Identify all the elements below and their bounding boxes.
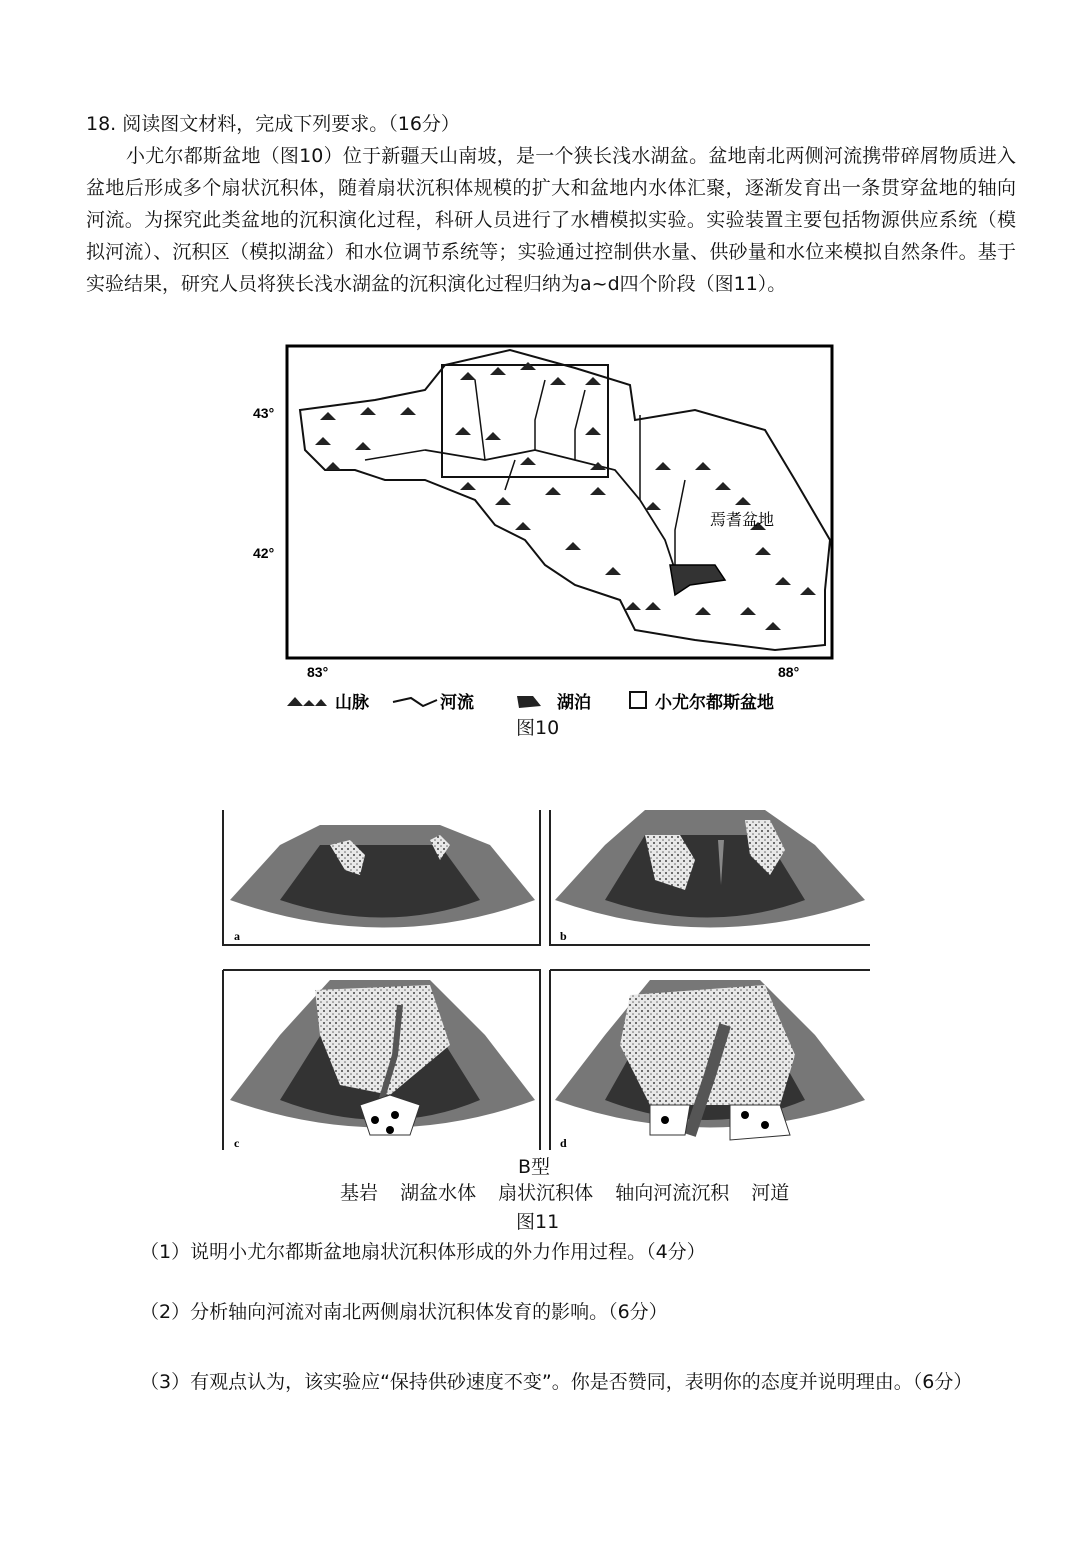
legend-axial-river-deposit: 轴向河流沉积	[615, 1182, 730, 1204]
subquestion-1: （1）说明小尤尔都斯盆地扇状沉积体形成的外力作用过程。（4分）	[140, 1241, 706, 1263]
legend-fan-deposit: 扇状沉积体	[498, 1182, 594, 1204]
legend-river: 河流	[440, 693, 474, 712]
legend-basin: 小尤尔都斯盆地	[655, 693, 774, 712]
panel-label-c: c	[234, 1136, 240, 1150]
legend-lake: 湖泊	[557, 693, 591, 712]
subquestion-3: （3）有观点认为，该实验应“保持供砂速度不变”。你是否赞同，表明你的态度并说明理由。（6分）	[140, 1371, 973, 1393]
question-header: 18. 阅读图文材料，完成下列要求。（16分）	[86, 113, 460, 135]
basin-name-label: 焉耆盆地	[710, 512, 775, 529]
panel-d	[555, 980, 865, 1150]
lake-icon	[517, 696, 541, 708]
panel-a	[230, 825, 535, 943]
basin-box-icon	[630, 692, 646, 708]
figure-10-caption: 图10	[516, 717, 560, 739]
figure-11-caption: 图11	[516, 1211, 560, 1233]
lat-label-43: 43°	[253, 405, 275, 421]
panel-label-d: d	[560, 1136, 567, 1150]
river-icon	[393, 698, 437, 706]
panel-c	[230, 980, 535, 1150]
lon-label-83: 83°	[307, 664, 329, 680]
lon-label-88: 88°	[778, 664, 800, 680]
figure-11-legend	[340, 1178, 805, 1205]
panel-label-a: a	[234, 929, 240, 943]
material-text: 小尤尔都斯盆地（图10）位于新疆天山南坡，是一个狭长浅水湖盆。盆地南北两侧河流携带碎屑物质进入盆地后形成多个扇状沉积体，随着扇状沉积体规模的扩大和盆地内水体汇聚，逐渐发育出一条贯穿盆地的轴向河流。为探究此类盆地的沉积演化过程，科研人员进行了水槽模拟实验。实验装置主要包括物源供应系统（模拟河流）、沉积区（模拟湖盆）和水位调节系统等；实验通过控制供水量、供砂量和水位来模拟自然条件。基于实验结果，研究人员将狭长浅水湖盆的沉积演化过程归纳为a~d四个阶段（图11）。	[86, 145, 1016, 295]
legend-mountain: 山脉	[335, 693, 369, 712]
figure-11-panels	[220, 805, 880, 1155]
legend-bedrock: 基岩	[340, 1182, 379, 1204]
legend-channel: 河道	[751, 1182, 790, 1204]
legend-lake-water: 湖盆水体	[400, 1182, 477, 1204]
lat-label-42: 42°	[253, 545, 275, 561]
panel-b	[555, 810, 865, 943]
figure-10-map	[245, 340, 845, 740]
figure-11-type-label: B型	[518, 1156, 551, 1178]
subquestion-2: （2）分析轴向河流对南北两侧扇状沉积体发育的影响。（6分）	[140, 1301, 668, 1323]
panel-label-b: b	[560, 929, 567, 943]
mountain-icon	[287, 697, 327, 706]
